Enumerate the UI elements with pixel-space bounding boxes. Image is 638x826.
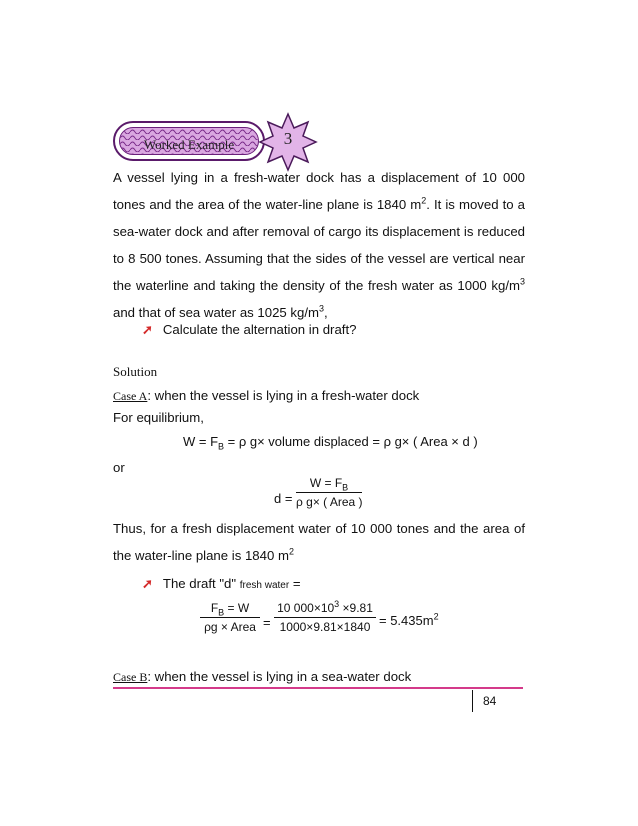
case-a-label: Case A	[113, 389, 148, 403]
draft-bullet	[142, 576, 301, 592]
f2-numerator	[274, 601, 376, 617]
solution-heading: Solution	[113, 364, 158, 379]
banner-title: Worked Example	[143, 137, 235, 152]
thus-sup: 2	[288, 546, 294, 557]
result-sup: 2	[433, 611, 439, 622]
f2-num-sup: 3	[334, 599, 340, 609]
problem-paragraph	[113, 164, 525, 326]
problem-text-4: ,	[324, 305, 328, 320]
case-b-label: Case B	[113, 670, 148, 684]
d-denominator: ρ g× ( Area )	[296, 495, 363, 509]
case-b-line	[113, 669, 411, 685]
f1-numerator	[200, 601, 260, 617]
result-value: = 5.435m	[379, 613, 434, 628]
d-lhs: d =	[274, 491, 293, 506]
case-a-line	[113, 388, 419, 404]
d-fraction	[296, 476, 362, 509]
f2-num-rest: ×9.81	[339, 601, 373, 615]
page-separator	[472, 690, 473, 712]
page-number: 84	[483, 694, 497, 708]
fraction-2	[274, 601, 376, 634]
thus-paragraph	[113, 515, 525, 569]
f1-num-sub: B	[218, 607, 225, 618]
f1-denominator: ρg × Area	[204, 620, 256, 634]
draft-result	[379, 613, 439, 628]
d-numerator	[296, 476, 362, 492]
case-b-text: : when the vessel is lying in a sea-water dock	[147, 669, 412, 684]
problem-text-3: and that of sea water as 1025 kg/m	[113, 305, 319, 320]
task-text: Calculate the alternation in draft?	[162, 322, 357, 337]
eq1-rest: = ρ g× volume displaced = ρ g× ( Area × d )	[224, 434, 478, 449]
draft-equals: =	[292, 576, 301, 591]
thus-text: Thus, for a fresh displacement water of 10 000 tones and the area of the water-line plane is 1840 m	[113, 521, 525, 563]
problem-text-2: . It is moved to a sea-water dock and after removal of cargo its displacement is reduced to 8 500 tones. Assuming that the sides of the vessel are vertical near the waterline and taking the density of the fresh water as 1000 kg/m	[113, 197, 525, 293]
equals-sign: =	[263, 615, 271, 630]
arrow-up-right-icon: ➚	[142, 576, 153, 591]
example-number: 3	[283, 129, 293, 148]
problem-text-1: A vessel lying in a fresh-water dock has a displacement of 10 000 tones and the area of the water-line plane is 1840 m	[113, 170, 525, 212]
footer-rule	[113, 687, 523, 689]
case-a-text: : when the vessel is lying in a fresh-water dock	[147, 388, 420, 403]
task-bullet	[142, 322, 356, 338]
eq1-a: W = F	[183, 434, 219, 449]
equation-1	[183, 434, 478, 452]
sup-3: 3	[519, 276, 525, 287]
arrow-up-right-icon: ➚	[142, 322, 153, 337]
star-badge-icon	[258, 112, 318, 172]
sup-2: 2	[421, 195, 427, 206]
sup-3b: 3	[319, 303, 325, 314]
draft-label: The draft "d"	[162, 576, 237, 591]
f2-num-a: 10 000×10	[277, 601, 335, 615]
worked-example-banner	[113, 121, 265, 161]
eq1-sub: B	[218, 441, 225, 452]
equilibrium-label: For equilibrium,	[113, 410, 204, 425]
f1-num-a: F	[210, 601, 219, 615]
fraction-1	[200, 601, 260, 634]
or-label: or	[113, 460, 125, 475]
d-num-a: W = F	[309, 476, 343, 490]
banner-pattern	[119, 127, 259, 155]
f2-denominator: 1000×9.81×1840	[279, 620, 371, 634]
draft-subscript: fresh water	[239, 580, 290, 591]
f1-num-rest: = W	[224, 601, 250, 615]
d-num-sub: B	[342, 482, 349, 493]
